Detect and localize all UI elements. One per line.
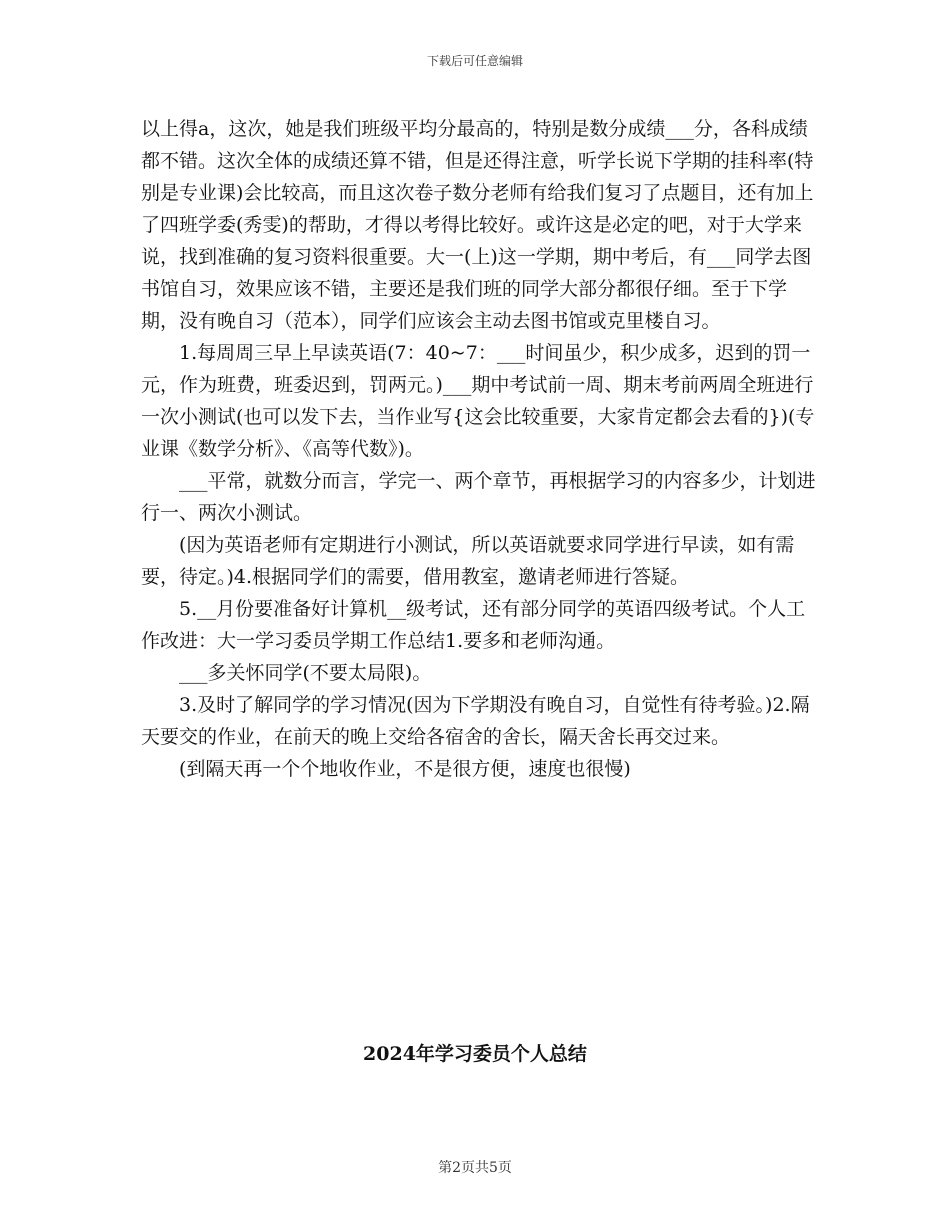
- paragraph: 以上得a，这次，她是我们班级平均分最高的，特别是数分成绩___分，各科成绩都不错。这次全体的成绩还算不错，但是还得注意，听学长说下学期的挂科率(特别是专业课)会比较高，而且这次卷子数分老师有给我们复习了点题目，还有加上了四班学委(秀雯)的帮助，才得以考得比较好。或许这是必定的吧，对于大学来说，找到准确的复习资料很重要。大一(上)这一学期，期中考后，有___同学去图书馆自习，效果应该不错，主要还是我们班的同学大部分都很仔细。至于下学期，没有晚自习（范本），同学们应该会主动去图书馆或克里楼自习。: [141, 118, 814, 332]
- page-footer: 第2页共5页: [438, 1160, 512, 1176]
- paragraph: 5.__月份要准备好计算机__级考试，还有部分同学的英语四级考试。个人工作改进：大一学习委员学期工作总结1.要多和老师沟通。: [141, 598, 806, 652]
- section-title: 2024年学习委员个人总结: [363, 1043, 587, 1065]
- page-header: 下载后可任意编辑: [426, 54, 523, 68]
- paragraph: ___多关怀同学(不要太局限)。: [179, 662, 432, 684]
- paragraph: (到隔天再一个个地收作业，不是很方便，速度也很慢): [179, 758, 631, 780]
- paragraph: 3.及时了解同学的学习情况(因为下学期没有晚自习，自觉性有待考验。)2.隔天要交的作业，在前天的晚上交给各宿舍的舍长，隔天舍长再交过来。: [141, 694, 810, 748]
- paragraph: 1.每周周三早上早读英语(7：40~7：___时间虽少，积少成多，迟到的罚一元，作为班费，班委迟到，罚两元。)___期中考试前一周、期末考前两周全班进行一次小测试(也可以发下去，当作业写{这会比较重要，大家肯定都会去看的})(专业课《数学分析》、《高等代数》)。: [141, 342, 815, 460]
- paragraph: ___平常，就数分而言，学完一、两个章节，再根据学习的内容多少，计划进行一、两次小测试。: [141, 470, 816, 524]
- paragraph: (因为英语老师有定期进行小测试，所以英语就要求同学进行早读，如有需要，待定。)4.根据同学们的需要，借用教室，邀请老师进行答疑。: [141, 534, 795, 588]
- document-body: [141, 113, 821, 785]
